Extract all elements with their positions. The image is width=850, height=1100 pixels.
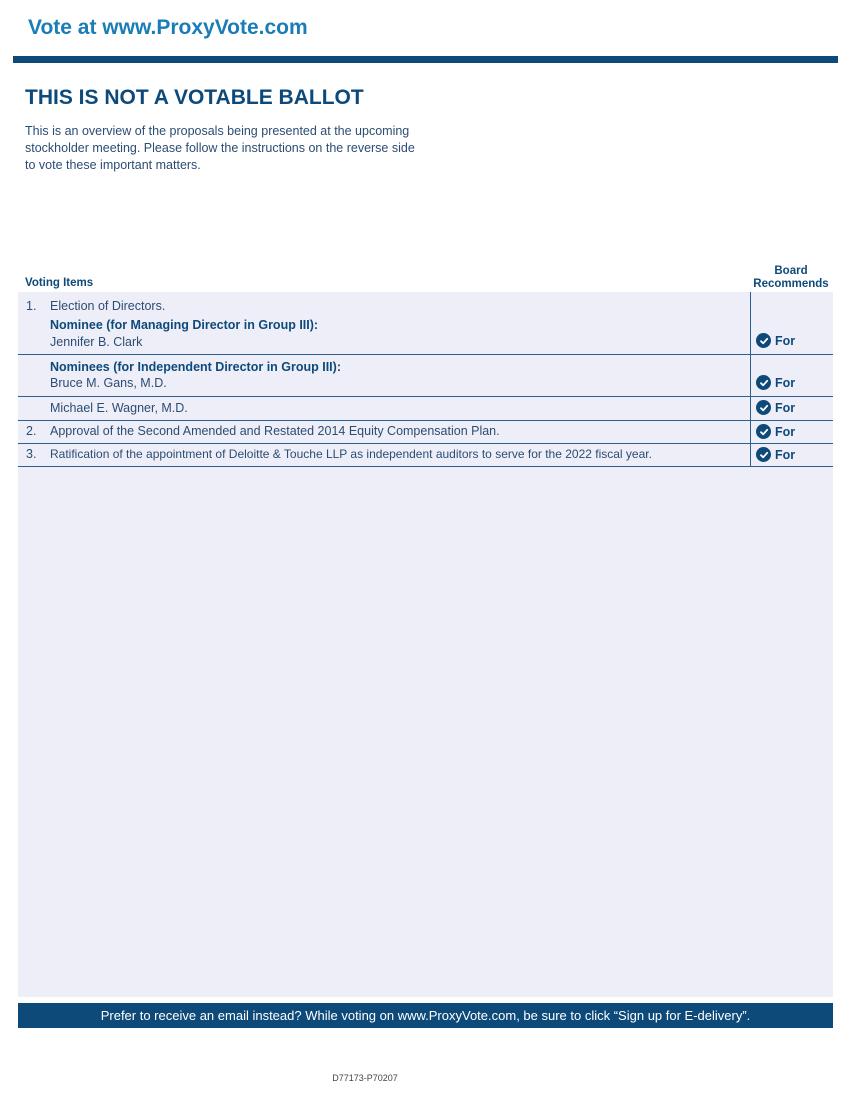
board-recommends-heading: [750, 265, 832, 291]
recommendation-for: [756, 400, 795, 415]
recommendation-label: For: [775, 424, 796, 439]
page-title: THIS IS NOT A VOTABLE BALLOT: [25, 86, 364, 109]
item-number: 3.: [26, 447, 37, 461]
edelivery-banner: Prefer to receive an email instead? While voting on www.ProxyVote.com, be sure to click “Sign up for E-delivery”.: [18, 1003, 833, 1028]
recommendation-cell: [750, 421, 834, 443]
item-number: 2.: [26, 424, 37, 438]
nominee-group-heading: Nominee (for Managing Director in Group III):: [50, 318, 319, 332]
item-text: Approval of the Second Amended and Restated 2014 Equity Compensation Plan.: [50, 424, 500, 438]
voting-item-row: [18, 421, 833, 444]
nominee-name: Michael E. Wagner, M.D.: [50, 401, 188, 415]
board-recommends-line2: Recommends: [753, 278, 829, 290]
document-code: D77173-P70207: [332, 1073, 398, 1083]
check-circle-icon: [756, 447, 771, 462]
intro-text: This is an overview of the proposals being presented at the upcoming stockholder meeting. Please follow the instructions on the reverse side to vote these important matters.: [25, 124, 415, 172]
recommendation-label: For: [775, 447, 796, 462]
check-circle-icon: [756, 333, 771, 348]
item-text: Ratification of the appointment of Deloitte & Touche LLP as independent auditors to serve for the 2022 fiscal year.: [50, 447, 652, 461]
check-circle-icon: [756, 400, 771, 415]
recommendation-cell: [750, 292, 834, 354]
recommendation-label: For: [775, 333, 796, 348]
item-number: 1.: [26, 299, 37, 313]
voting-item-row: [18, 355, 833, 397]
recommendation-for: [756, 424, 795, 439]
recommendation-label: For: [775, 375, 796, 390]
check-circle-icon: [756, 375, 771, 390]
recommendation-for: [756, 333, 795, 348]
board-recommends-line1: Board: [774, 265, 808, 277]
header-rule: [13, 56, 838, 63]
recommendation-for: [756, 447, 795, 462]
recommendation-cell: [750, 355, 834, 396]
nominee-name: Jennifer B. Clark: [50, 335, 143, 349]
proxyvote-link[interactable]: Vote at www.ProxyVote.com: [28, 16, 308, 39]
check-circle-icon: [756, 424, 771, 439]
recommendation-label: For: [775, 400, 796, 415]
recommendation-cell: [750, 397, 834, 420]
voting-item-row: [18, 444, 833, 467]
recommendation-for: [756, 375, 795, 390]
nominee-group-heading: Nominees (for Independent Director in Group III):: [50, 360, 341, 374]
voting-item-row: [18, 292, 833, 355]
nominee-name: Bruce M. Gans, M.D.: [50, 376, 167, 390]
recommendation-cell: [750, 444, 834, 466]
item-text: Election of Directors.: [50, 299, 166, 313]
voting-items-heading: Voting Items: [25, 277, 94, 289]
voting-item-row: [18, 397, 833, 421]
